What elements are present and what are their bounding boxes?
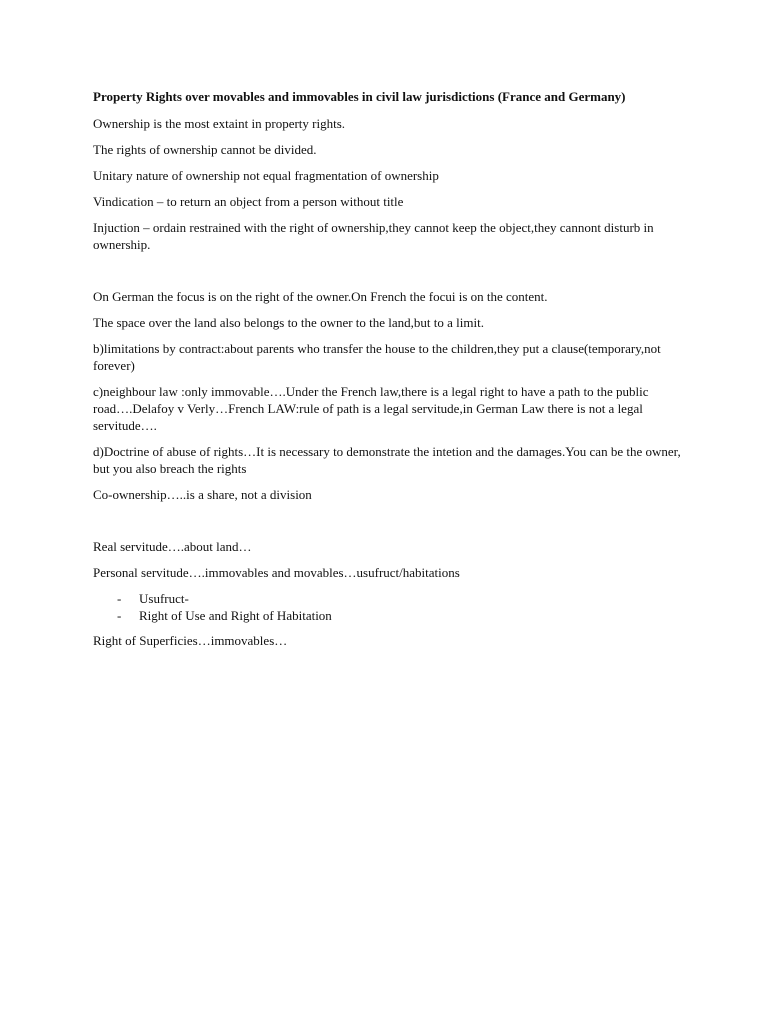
list-item xyxy=(93,607,683,624)
paragraph-real-servitude: Real servitude….about land… xyxy=(93,539,252,554)
paragraph-neighbour-law: c)neighbour law :only immovable….Under the French law,there is a legal right to have a path to the public road….Delafoy v Verly…French LAW:rule of path is a legal servitude,in German Law there is not a legal servitude…. xyxy=(93,384,649,433)
paragraph-space-over-land: The space over the land also belongs to the owner to the land,but to a limit. xyxy=(93,315,484,330)
paragraph-injuction: Injuction – ordain restrained with the right of ownership,they cannot keep the object,they cannont disturb in ownership. xyxy=(93,220,654,252)
paragraph-german-french-focus: On German the focus is on the right of the owner.On French the focui is on the content. xyxy=(93,289,548,304)
paragraph-abuse-of-rights: d)Doctrine of abuse of rights…It is necessary to demonstrate the intetion and the damages.You can be the owner, but you also breach the rights xyxy=(93,444,681,476)
list-item xyxy=(93,590,683,607)
document-body xyxy=(93,88,683,658)
blank-line xyxy=(93,262,683,288)
blank-line xyxy=(93,512,683,538)
servitude-bullet-list xyxy=(93,590,683,624)
paragraph-ownership-extent: Ownership is the most extaint in property rights. xyxy=(93,116,346,131)
paragraph-rights-not-divided: The rights of ownership cannot be divided. xyxy=(93,142,317,157)
paragraph-unitary-nature: Unitary nature of ownership not equal fragmentation of ownership xyxy=(93,168,439,183)
list-item-text: Right of Use and Right of Habitation xyxy=(139,608,332,623)
paragraph-limitations-by-contract: b)limitations by contract:about parents who transfer the house to the children,they put a clause(temporary,not forever) xyxy=(93,341,661,373)
paragraph-vindication: Vindication – to return an object from a person without title xyxy=(93,194,404,209)
list-item-text: Usufruct- xyxy=(139,591,189,606)
document-title: Property Rights over movables and immovables in civil law jurisdictions (France and Germany) xyxy=(93,89,626,104)
bullet-mark: - xyxy=(117,591,122,606)
paragraph-personal-servitude: Personal servitude….immovables and movables…usufruct/habitations xyxy=(93,565,460,580)
paragraph-superficies: Right of Superficies…immovables… xyxy=(93,633,288,648)
paragraph-co-ownership: Co-ownership…..is a share, not a division xyxy=(93,487,312,502)
bullet-mark: - xyxy=(117,608,122,623)
